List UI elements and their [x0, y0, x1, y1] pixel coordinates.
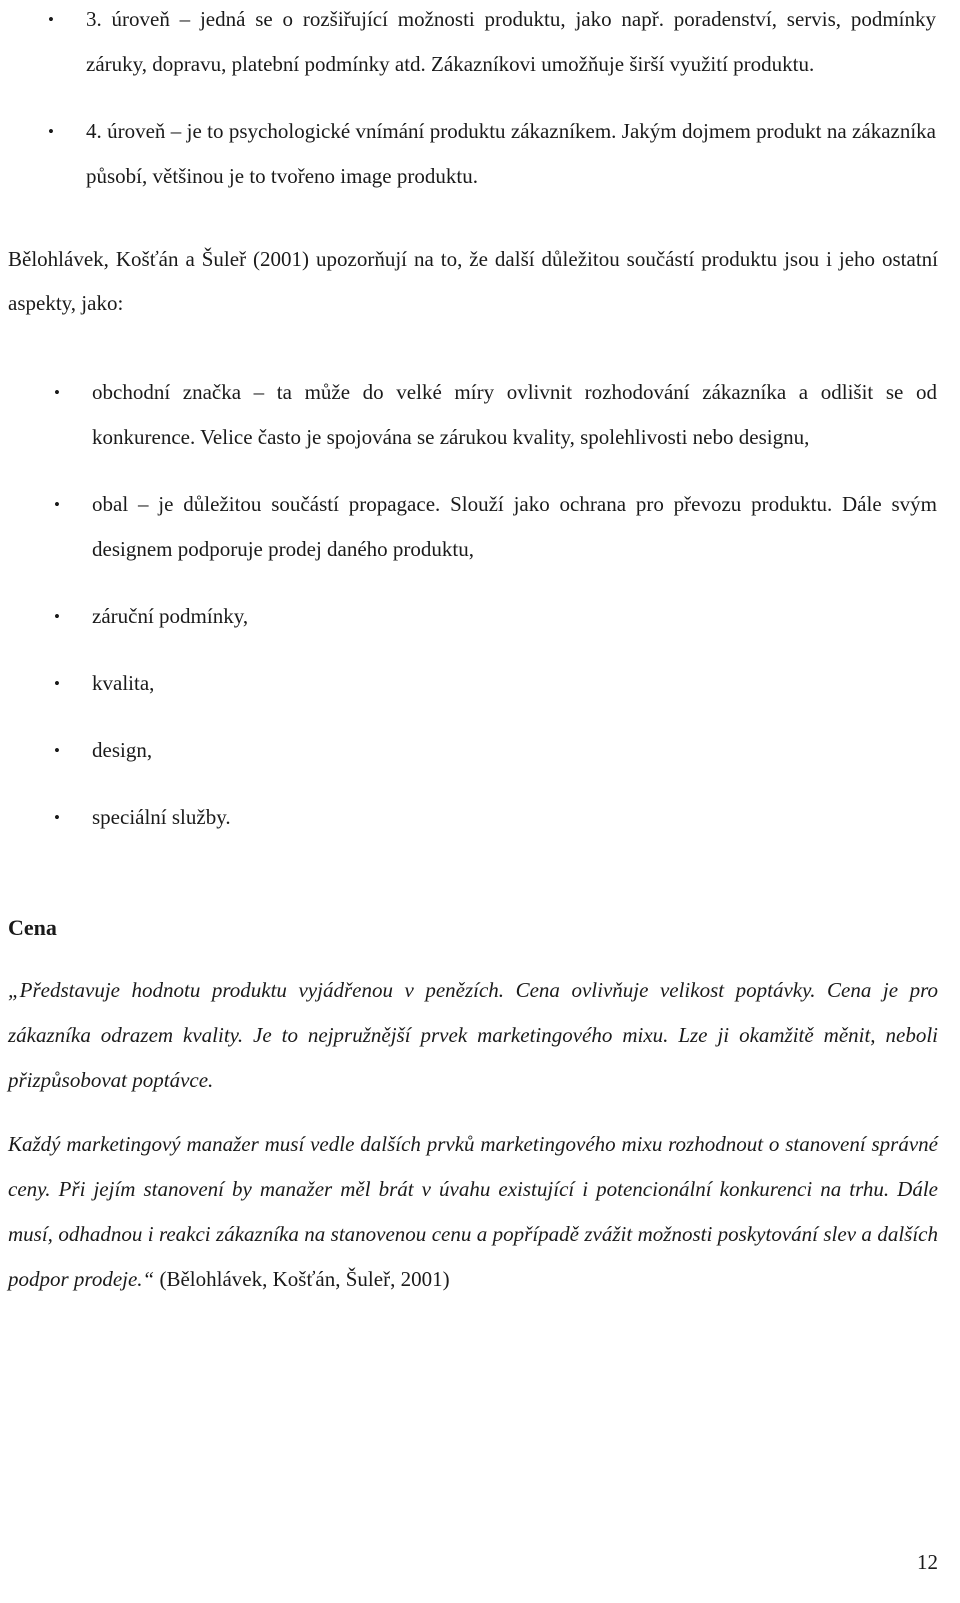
product-levels-list — [48, 0, 936, 199]
bullet-icon: • — [48, 122, 54, 141]
bullet-icon: • — [48, 10, 54, 29]
page-number: 12 — [917, 1550, 938, 1574]
bullet-icon: • — [54, 383, 60, 402]
list-item — [54, 795, 937, 840]
list-item — [48, 0, 936, 87]
list-item — [54, 594, 937, 639]
list-item-text: obchodní značka – ta může do velké míry ovlivnit rozhodování zákazníka a odlišit se od konkurence. Velice často je spojována se zárukou kvality, spolehlivosti nebo designu, — [92, 380, 937, 449]
manager-paragraph-text: Každý marketingový manažer musí vedle dalších prvků marketingového mixu rozhodnout o stanovení správné ceny. Při jejím stanovení by manažer měl brát v úvahu existující i potencionální konkurenci na trhu. Dále musí, odhadnou i reakci zákazníka na stanovenou cenu a popřípadě zvážit možnosti poskytování slev a dalších podpor prodeje.“ — [8, 1132, 938, 1291]
list-item — [54, 728, 937, 773]
bullet-icon: • — [54, 741, 60, 760]
list-item-text: design, — [92, 738, 153, 762]
list-item — [54, 370, 937, 460]
bullet-icon: • — [54, 495, 60, 514]
list-item — [48, 109, 936, 199]
bullet-icon: • — [54, 808, 60, 827]
section-heading: Cena — [8, 915, 57, 940]
manager-paragraph — [8, 1122, 938, 1302]
list-item-text: obal – je důležitou součástí propagace. Slouží jako ochrana pro převozu produktu. Dále svým designem podporuje prodej daného produktu, — [92, 492, 937, 561]
list-item-text: 3. úroveň – jedná se o rozšiřující možnosti produktu, jako např. poradenství, servis, podmínky záruky, dopravu, platební podmínky atd. Zákazníkovi umožňuje širší využití produktu. — [86, 7, 936, 76]
authors-paragraph: Bělohlávek, Košťán a Šuleř (2001) upozorňují na to, že další důležitou součástí produktu jsou i jeho ostatní aspekty, jako: — [8, 247, 938, 315]
citation: (Bělohlávek, Košťán, Šuleř, 2001) — [154, 1267, 450, 1291]
list-item — [54, 482, 937, 572]
list-item — [54, 661, 937, 706]
bullet-icon: • — [54, 607, 60, 626]
quote-paragraph: „Představuje hodnotu produktu vyjádřenou v penězích. Cena ovlivňuje velikost poptávky. Cena je pro zákazníka odrazem kvality. Je to nejpružnější prvek marketingového mixu. Lze ji okamžitě měnit, neboli přizpůsobovat poptávce. — [8, 978, 938, 1092]
product-aspects-list — [54, 370, 937, 840]
bullet-icon: • — [54, 674, 60, 693]
list-item-text: speciální služby. — [92, 805, 231, 829]
list-item-text: 4. úroveň – je to psychologické vnímání produktu zákazníkem. Jakým dojmem produkt na zákazníka působí, většinou je to tvořeno image produktu. — [86, 119, 936, 188]
list-item-text: záruční podmínky, — [92, 604, 249, 628]
list-item-text: kvalita, — [92, 671, 155, 695]
